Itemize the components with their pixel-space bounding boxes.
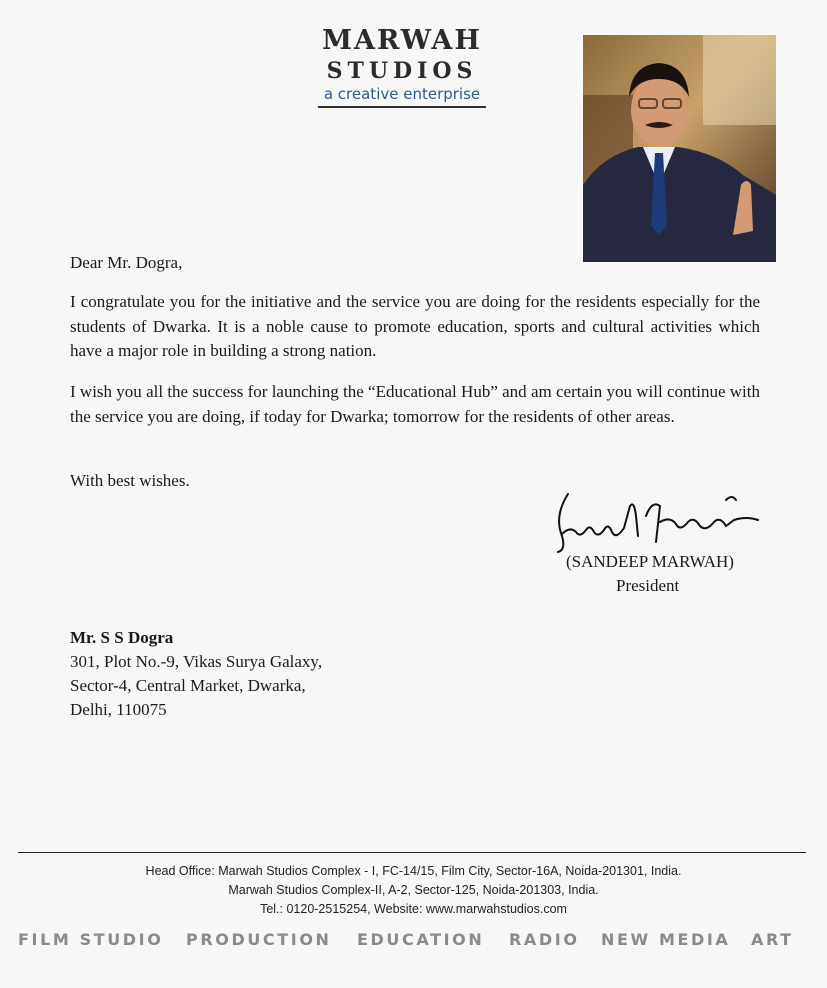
letter-closing: With best wishes.	[70, 471, 190, 490]
division-art: ART	[751, 930, 794, 949]
division-film-studio: FILM STUDIO	[18, 930, 164, 949]
logo-line-2: STUDIOS	[326, 58, 478, 84]
signer-title: President	[616, 576, 680, 595]
recipient-address-line-3: Delhi, 110075	[70, 700, 167, 719]
letter-salutation: Dear Mr. Dogra,	[70, 253, 183, 272]
recipient-name: Mr. S S Dogra	[70, 628, 174, 647]
logo-underline	[318, 106, 486, 108]
signer-name: (SANDEEP MARWAH)	[566, 552, 734, 571]
president-portrait-photo	[583, 35, 776, 262]
footer-address	[0, 862, 827, 919]
letter-paragraph-2: I wish you all the success for launching the “Educational Hub” and am certain you will continue with the service you are doing, if today for Dwarka; tomorrow for the residents of other areas.	[70, 382, 760, 426]
logo-tagline: a creative enterprise	[323, 85, 481, 103]
footer-line-1: Head Office: Marwah Studios Complex - I, FC-14/15, Film City, Sector-16A, Noida-201301, India.	[145, 864, 682, 878]
division-new-media: NEW MEDIA	[601, 930, 731, 949]
recipient-address-line-1: 301, Plot No.-9, Vikas Surya Galaxy,	[70, 652, 323, 671]
recipient-address-line-2: Sector-4, Central Market, Dwarka,	[70, 676, 306, 695]
footer-divider	[18, 852, 806, 853]
letter-paragraph-1: I congratulate you for the initiative and the service you are doing for the residents especially for the students of Dwarka. It is a noble cause to promote education, sports and cultural activities which have a major role in building a strong nation.	[70, 292, 760, 360]
recipient-address-block	[70, 626, 322, 722]
logo-line-1: MARWAH	[322, 25, 482, 56]
footer-line-2: Marwah Studios Complex-II, A-2, Sector-125, Noida-201303, India.	[228, 883, 599, 897]
division-radio: RADIO	[509, 930, 580, 949]
division-production: PRODUCTION	[186, 930, 332, 949]
division-education: EDUCATION	[357, 930, 485, 949]
footer-line-3: Tel.: 0120-2515254, Website: www.marwahstudios.com	[260, 902, 567, 916]
handwritten-signature	[550, 486, 765, 556]
company-logo	[318, 26, 486, 108]
